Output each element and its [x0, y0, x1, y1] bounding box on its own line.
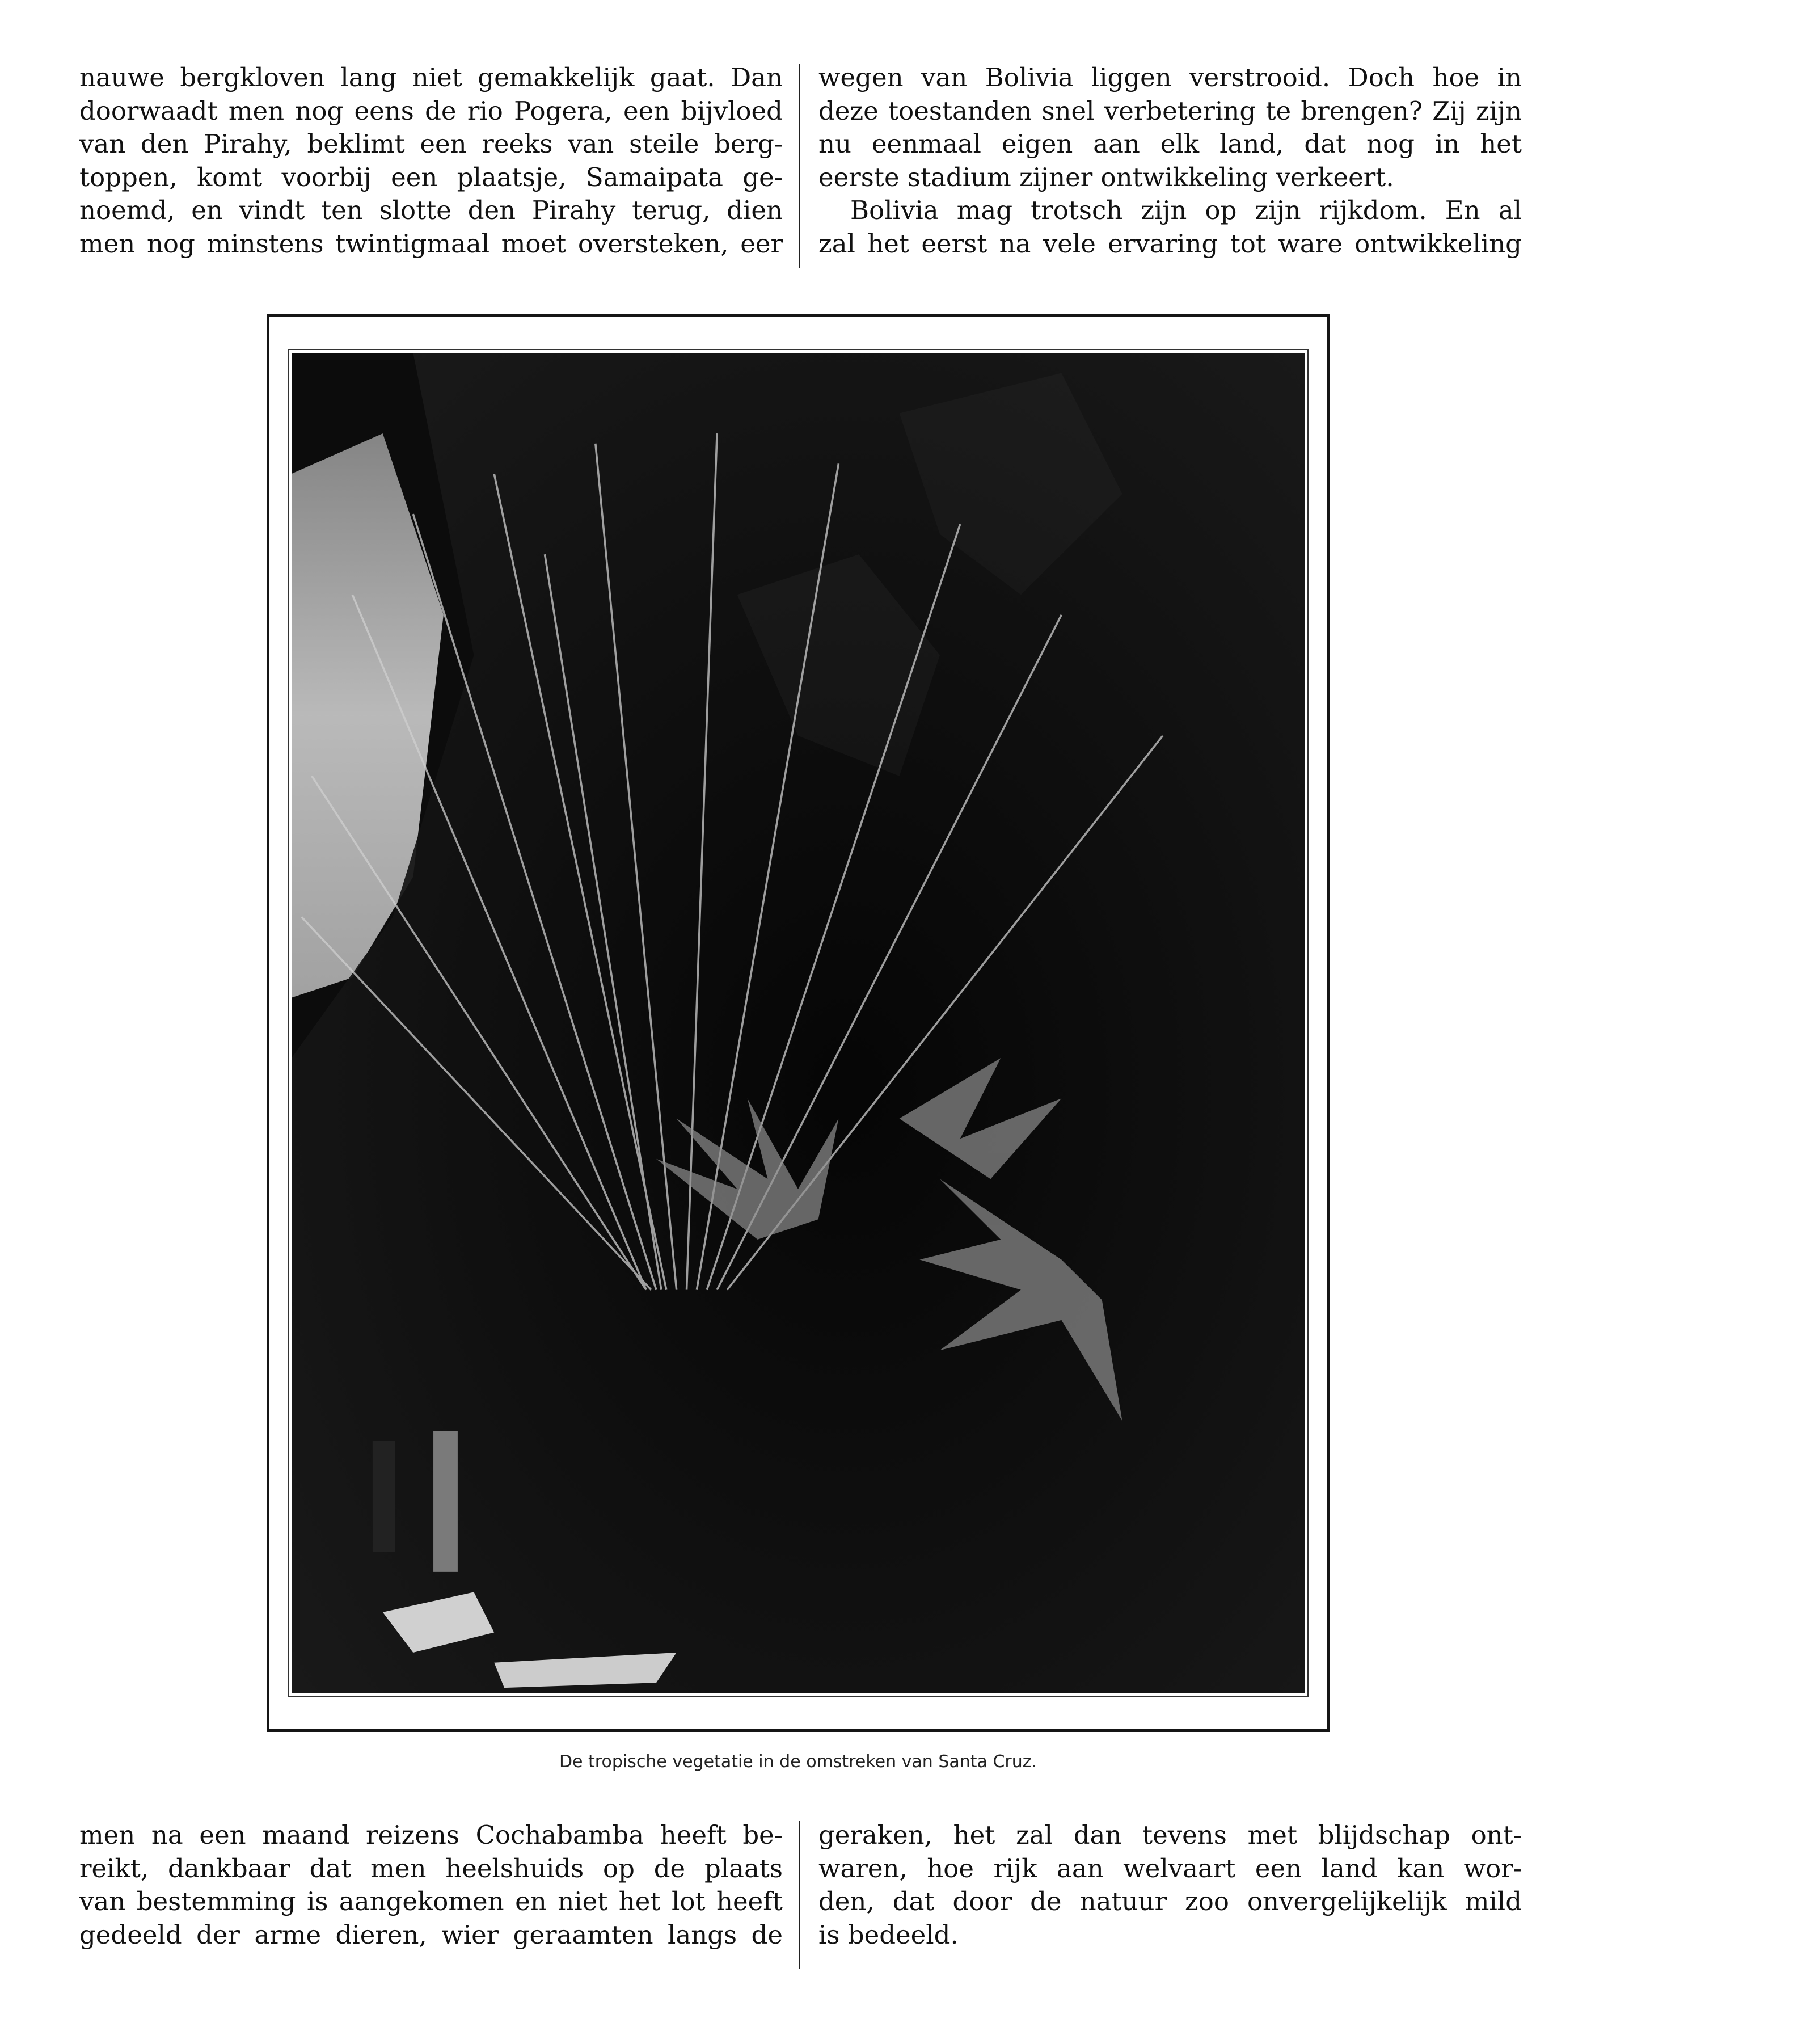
text-line: van den Pirahy, beklimt een reeks van steile berg-: [79, 129, 783, 159]
photo-frame: [267, 314, 1330, 1732]
text-line: waren, hoe rijk aan welvaart een land kan wor-: [818, 1853, 1522, 1883]
text-line: wegen van Bolivia liggen verstrooid. Doch hoe in: [818, 62, 1522, 92]
text-line: nauwe bergkloven lang niet gemakkelijk gaat. Dan: [79, 62, 783, 92]
tropical-vegetation-photo: [292, 353, 1305, 1693]
text-line: zal het eerst na vele ervaring tot ware ontwikkeling: [818, 228, 1522, 259]
text-line: reikt, dankbaar dat men heelshuids op de plaats: [79, 1853, 783, 1883]
bottom-right-column: [818, 1819, 1522, 1952]
top-right-column: [818, 61, 1522, 260]
text-line: doorwaadt men nog eens de rio Pogera, een bijvloed: [79, 95, 783, 126]
text-line: deze toestanden snel verbetering te brengen? Zij zijn: [818, 95, 1522, 126]
photo-caption: De tropische vegetatie in de omstreken van Santa Cruz.: [559, 1752, 1037, 1772]
text-line: noemd, en vindt ten slotte den Pirahy terug, dien: [79, 195, 783, 225]
text-line: den, dat door de natuur zoo onvergelijkelijk mild: [818, 1886, 1522, 1916]
text-line: geraken, het zal dan tevens met blijdschap ont-: [818, 1820, 1522, 1850]
column-divider: [799, 64, 800, 268]
text-line: toppen, komt voorbij een plaatsje, Samaipata ge-: [79, 162, 783, 192]
text-line: nu eenmaal eigen aan elk land, dat nog in het: [818, 129, 1522, 159]
top-left-column: [79, 61, 783, 260]
text-line: Bolivia mag trotsch zijn op zijn rijkdom. En al: [850, 195, 1522, 225]
text-line: eerste stadium zijner ontwikkeling verkeert.: [818, 162, 1394, 192]
text-line: men na een maand reizens Cochabamba heeft be-: [79, 1820, 783, 1850]
text-line: is bedeeld.: [818, 1919, 959, 1950]
text-line: van bestemming is aangekomen en niet het lot heeft: [79, 1886, 783, 1916]
text-line: men nog minstens twintigmaal moet oversteken, eer: [79, 228, 783, 259]
column-divider: [799, 1821, 800, 1969]
bottom-left-column: [79, 1819, 783, 1952]
photo-inner-frame: [288, 349, 1309, 1697]
text-line: gedeeld der arme dieren, wier geraamten langs de: [79, 1919, 783, 1950]
